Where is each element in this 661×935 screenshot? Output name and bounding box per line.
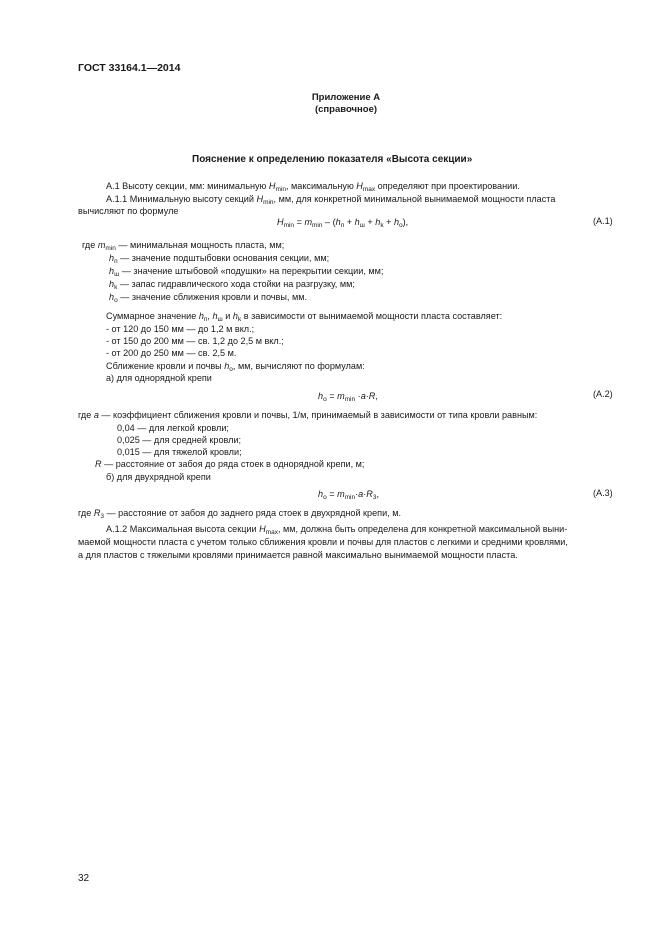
case-a-label: а) для однорядной крепи bbox=[106, 373, 212, 383]
section-title: Пояснение к определению показателя «Высота секции» bbox=[192, 154, 473, 165]
list-item: - от 200 до 250 мм — св. 2,5 м. bbox=[106, 348, 237, 358]
formula-a2: $h_о = m_{min} \cdot a\cdot R$, bbox=[318, 391, 378, 403]
paragraph-a12-line2: маемой мощности пласта с учетом только сближения кровли и почвы для пластов с легкими и средними кровлями, bbox=[78, 537, 568, 547]
formula-a1: $H_{min} = m_{min} - (h_п + h_ш + h_k + h_о)$, bbox=[277, 217, 409, 229]
paragraph-convergence: Сближение кровли и почвы $h_о$, мм, вычисляют по формулам: bbox=[106, 361, 365, 373]
formula-a3: $h_о = m_{min}\cdot a\cdot R_3$, bbox=[318, 489, 379, 501]
list-item: 0,025 — для средней кровли; bbox=[117, 435, 242, 445]
definition-row: $h_о$ — значение сближения кровли и почвы, мм. bbox=[109, 292, 307, 304]
formula-a1-number: (А.1) bbox=[593, 216, 613, 226]
formula-a2-number: (А.2) bbox=[593, 389, 613, 399]
appendix-title: Приложение А bbox=[311, 92, 381, 103]
definition-row: где $R_3$ — расстояние от забоя до заднего ряда стоек в двухрядной крепи, м. bbox=[78, 508, 401, 520]
definition-row: $h_ш$ — значение штыбовой «подушки» на перекрытии секции, мм; bbox=[109, 266, 384, 278]
paragraph-a11-line2: вычисляют по формуле bbox=[78, 206, 179, 216]
definition-row: $h_п$ — значение подштыбовки основания секции, мм; bbox=[109, 253, 330, 265]
definition-row: где a — коэффициент сближения кровли и почвы, 1/м, принимаемый в зависимости от типа кровли равным: bbox=[78, 410, 538, 420]
paragraph-a11: А.1.1 Минимальную высоту секций $H_{min}$, мм, для конкретной минимальной вынимаемой мощности пласта bbox=[106, 194, 556, 206]
paragraph-a1: А.1 Высоту секции, мм: минимальную $H_{min}$, максимальную $H_{max}$ определяют при проектировании. bbox=[106, 181, 520, 193]
appendix-subtitle: (справочное) bbox=[314, 104, 378, 115]
page-number: 32 bbox=[78, 873, 90, 884]
definition-row: где $m_{min}$ — минимальная мощность пласта, мм; bbox=[82, 240, 285, 252]
list-item: - от 150 до 200 мм — св. 1,2 до 2,5 м вкл.; bbox=[106, 336, 284, 346]
definition-row: R — расстояние от забоя до ряда стоек в однорядной крепи, м; bbox=[95, 459, 365, 469]
definition-row: $h_k$ — запас гидравлического хода стойки на разгрузку, мм; bbox=[109, 279, 355, 291]
case-b-label: б) для двухрядной крепи bbox=[106, 472, 211, 482]
list-item: - от 120 до 150 мм — до 1,2 м вкл.; bbox=[106, 324, 255, 334]
paragraph-a12: А.1.2 Максимальная высота секции $H_{max}$, мм, должна быть определена для конкретной максимальной выни- bbox=[106, 524, 568, 536]
paragraph-a12-line3: а для пластов с тяжелыми кровлями принимается равной максимально вынимаемой мощности пласта. bbox=[78, 550, 518, 560]
list-item: 0,015 — для тяжелой кровли; bbox=[117, 447, 242, 457]
paragraph-summary: Суммарное значение $h_п$, $h_ш$ и $h_k$ в зависимости от вынимаемой мощности пласта составляет: bbox=[106, 311, 503, 323]
list-item: 0,04 — для легкой кровли; bbox=[117, 423, 229, 433]
document-standard-number: ГОСТ 33164.1—2014 bbox=[78, 62, 181, 74]
formula-a3-number: (А.3) bbox=[593, 488, 613, 498]
